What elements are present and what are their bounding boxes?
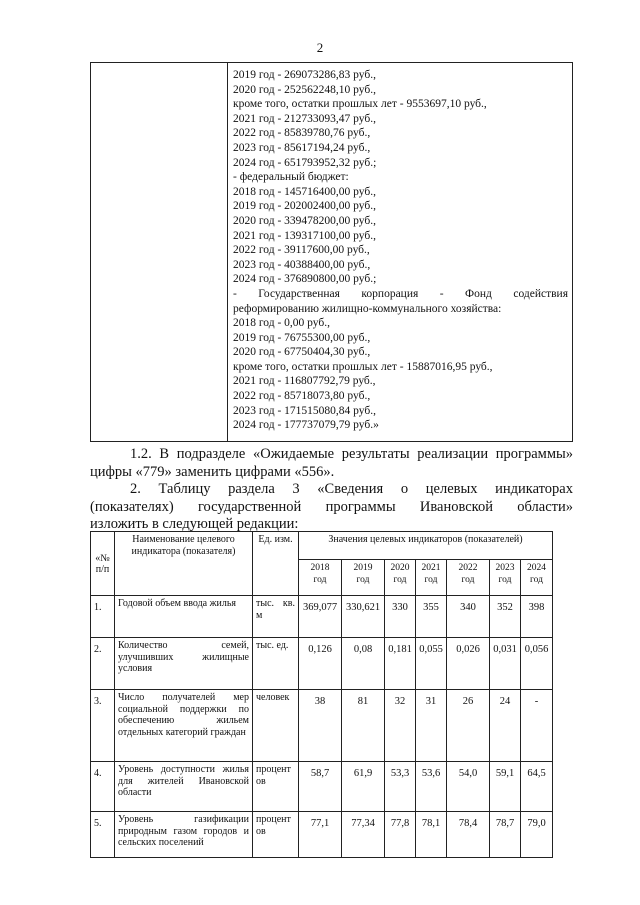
financing-line: 2020 год - 252562248,10 руб., [233,83,376,96]
indicator-name: Уровень газификации природным газом городов и сельских поселений [115,812,253,858]
indicator-value: 77,8 [385,812,416,858]
financing-line: 2018 год - 0,00 руб., [233,317,330,330]
indicator-value: 26 [447,690,490,762]
indicator-value: 31 [416,690,447,762]
indicator-name: Уровень доступности жилья для жителей Ивановской области [115,762,253,812]
indicator-value: 330 [385,596,416,638]
paragraph-line: изложить в следующей редакции: [90,516,299,532]
table-row [91,812,553,858]
paragraph-line: 1.2. В подразделе «Ожидаемые результаты реализации программы» [130,446,573,462]
row-number: 2. [91,638,115,690]
financing-line: кроме того, остатки прошлых лет - 15887016,95 руб., [233,360,493,373]
indicator-value: 398 [521,596,553,638]
page-number: 2 [316,40,324,55]
header-values: Значения целевых индикаторов (показателей) [299,532,553,560]
indicator-unit: тыс. кв. м [253,596,299,638]
indicator-value: 0,056 [521,638,553,690]
indicator-value: 32 [385,690,416,762]
indicator-name: Количество семей, улучшивших жилищные условия [115,638,253,690]
indicator-name: Число получателей мер социальной поддержки по обеспечению жильем отдельных категорий граждан [115,690,253,762]
header-year: 2019 год [342,560,385,596]
indicator-value: 77,1 [299,812,342,858]
indicator-unit: процент ов [253,812,299,858]
indicator-value: 24 [490,690,521,762]
indicator-value: 79,0 [521,812,553,858]
indicator-unit: тыс. ед. [253,638,299,690]
financing-line: - федеральный бюджет: [233,171,349,184]
financing-line: 2019 год - 202002400,00 руб., [233,200,376,213]
financing-line: - Государственная корпорация - Фонд содействия [233,287,568,300]
indicator-value: 0,08 [342,638,385,690]
indicator-value: 58,7 [299,762,342,812]
header-name: Наименование целевого индикатора (показателя) [115,532,253,596]
row-number: 5. [91,812,115,858]
header-year: 2021 год [416,560,447,596]
financing-line: 2022 год - 39117600,00 руб., [233,244,370,257]
indicator-value: 78,1 [416,812,447,858]
indicator-value: 78,7 [490,812,521,858]
table-row [91,690,553,762]
indicator-value: 0,181 [385,638,416,690]
indicator-value: 0,126 [299,638,342,690]
indicator-value: 340 [447,596,490,638]
indicator-value: 330,621 [342,596,385,638]
header-year: 2022 год [447,560,490,596]
table-row [91,596,553,638]
financing-line: 2022 год - 85718073,80 руб., [233,390,371,403]
financing-line: 2021 год - 139317100,00 руб., [233,229,376,242]
indicator-value: - [521,690,553,762]
indicator-value: 53,3 [385,762,416,812]
table-row [91,762,553,812]
indicator-value: 61,9 [342,762,385,812]
paragraph-line: (показателях) государственной программы Ивановской области» [90,498,573,515]
indicator-value: 54,0 [447,762,490,812]
financing-line: 2018 год - 145716400,00 руб., [233,185,376,198]
indicator-value: 0,026 [447,638,490,690]
header-year: 2024 год [521,560,553,596]
financing-line: 2021 год - 212733093,47 руб., [233,112,376,125]
financing-line: 2023 год - 171515080,84 руб., [233,404,376,417]
indicator-value: 0,031 [490,638,521,690]
indicator-value: 78,4 [447,812,490,858]
indicator-value: 355 [416,596,447,638]
header-year: 2023 год [490,560,521,596]
indicator-value: 59,1 [490,762,521,812]
table-column-divider [227,63,228,441]
financing-lines [233,68,568,433]
financing-line: 2020 год - 339478200,00 руб., [233,214,376,227]
indicators-table [90,531,553,858]
financing-line: реформированию жилищно-коммунального хозяйства: [233,302,502,315]
indicator-value: 77,34 [342,812,385,858]
header-year: 2020 год [385,560,416,596]
row-number: 1. [91,596,115,638]
indicator-unit: человек [253,690,299,762]
financing-line: 2024 год - 376890800,00 руб.; [233,273,377,286]
indicator-unit: процент ов [253,762,299,812]
financing-line: кроме того, остатки прошлых лет - 9553697,10 руб., [233,98,487,111]
table-row [91,638,553,690]
indicator-value: 53,6 [416,762,447,812]
indicator-value: 0,055 [416,638,447,690]
financing-line: 2023 год - 40388400,00 руб., [233,258,371,271]
financing-continuation-table [90,62,573,442]
financing-line: 2020 год - 67750404,30 руб., [233,346,371,359]
header-unit: Ед. изм. [253,532,299,596]
financing-line: 2019 год - 269073286,83 руб., [233,69,376,81]
paragraph-2 [90,481,573,534]
indicator-value: 64,5 [521,762,553,812]
financing-line: 2024 год - 651793952,32 руб.; [233,156,377,169]
indicator-value: 38 [299,690,342,762]
indicator-value: 369,077 [299,596,342,638]
indicator-name: Годовой объем ввода жилья [115,596,253,638]
financing-line: 2023 год - 85617194,24 руб., [233,141,371,154]
paragraph-1-2 [90,446,573,481]
paragraph-line: 2. Таблицу раздела 3 «Сведения о целевых индикаторах [130,481,573,497]
header-num: «№ п/п [91,532,115,596]
row-number: 3. [91,690,115,762]
row-number: 4. [91,762,115,812]
financing-line: 2021 год - 116807792,79 руб., [233,375,376,388]
indicator-value: 81 [342,690,385,762]
paragraph-line: цифры «779» заменить цифрами «556». [90,463,335,480]
financing-line: 2019 год - 76755300,00 руб., [233,331,371,344]
header-year: 2018 год [299,560,342,596]
financing-line: 2022 год - 85839780,76 руб., [233,127,371,140]
indicator-value: 352 [490,596,521,638]
financing-line: 2024 год - 177737079,79 руб.» [233,419,379,432]
